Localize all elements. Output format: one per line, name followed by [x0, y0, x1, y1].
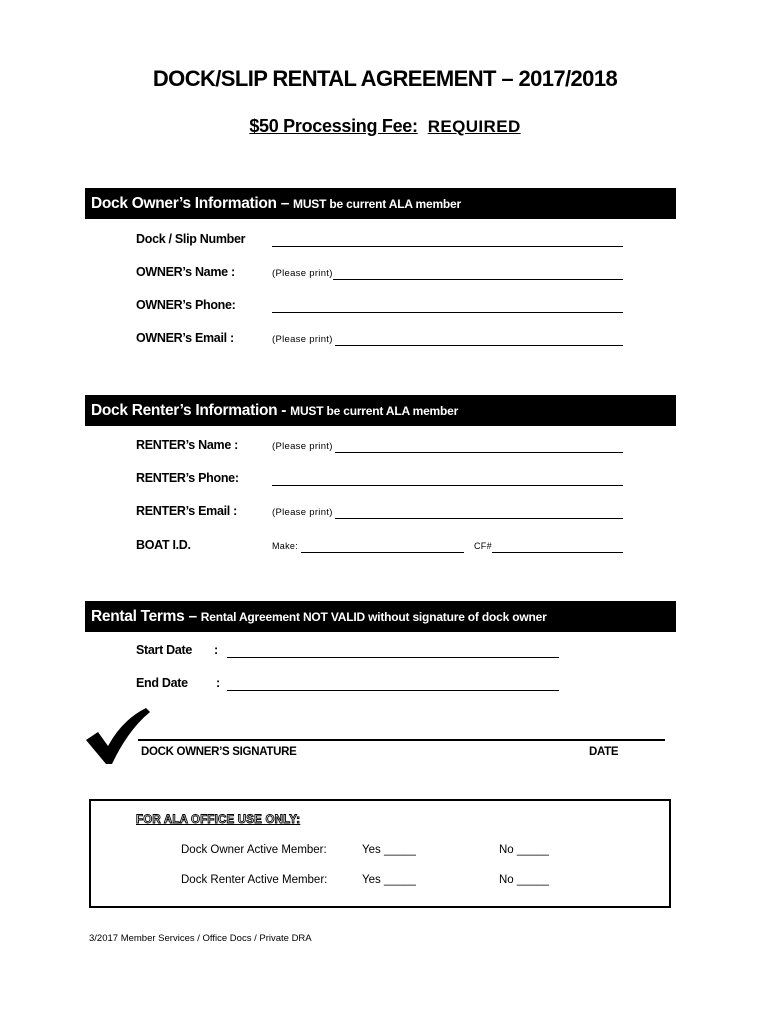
- fee-label: $50 Processing Fee:: [249, 116, 418, 136]
- owner-phone-line[interactable]: [272, 312, 623, 313]
- owner-signature-line[interactable]: [138, 739, 665, 741]
- owner-name-prompt: (Please print): [272, 268, 333, 279]
- owner-active-member-label: Dock Owner Active Member:: [181, 844, 327, 856]
- dock-slip-number-line[interactable]: [272, 246, 623, 247]
- boat-cf-line[interactable]: [492, 552, 623, 553]
- renter-section-header: [85, 395, 676, 426]
- start-date-line[interactable]: [227, 657, 559, 658]
- signature-date-label: DATE: [589, 746, 619, 758]
- end-date-field: [136, 676, 626, 694]
- boat-make-label: Make:: [272, 541, 299, 551]
- boat-cf-label: CF#: [474, 541, 492, 551]
- renter-active-no[interactable]: No _____: [499, 874, 549, 886]
- owner-section-title: Dock Owner’s Information –: [91, 194, 290, 212]
- footer-reference: 3/2017 Member Services / Office Docs / Private DRA: [89, 933, 312, 944]
- renter-email-prompt: (Please print): [272, 507, 333, 518]
- renter-email-line[interactable]: [335, 518, 623, 519]
- end-date-colon: :: [216, 676, 220, 690]
- owner-email-prompt: (Please print): [272, 334, 333, 345]
- renter-name-line[interactable]: [335, 452, 623, 453]
- renter-email-label: RENTER’s Email :: [136, 504, 238, 518]
- owner-active-yes[interactable]: Yes _____: [362, 844, 416, 856]
- terms-section-note: Rental Agreement NOT VALID without signature of dock owner: [200, 609, 547, 624]
- start-date-colon: :: [214, 643, 218, 657]
- renter-phone-label: RENTER’s Phone:: [136, 471, 239, 485]
- renter-active-member-label: Dock Renter Active Member:: [181, 874, 328, 886]
- end-date-label: End Date: [136, 676, 188, 690]
- dock-slip-number-field: [136, 232, 626, 250]
- owner-section-note: MUST be current ALA member: [293, 196, 461, 211]
- terms-section-header: [85, 601, 676, 632]
- owner-active-no[interactable]: No _____: [499, 844, 549, 856]
- owner-name-label: OWNER’s Name :: [136, 265, 235, 279]
- dock-slip-number-label: Dock / Slip Number: [136, 232, 246, 246]
- owner-email-label: OWNER’s Email :: [136, 331, 234, 345]
- checkmark-icon: [84, 706, 152, 768]
- renter-name-prompt: (Please print): [272, 441, 333, 452]
- renter-section-note: MUST be current ALA member: [290, 403, 459, 418]
- start-date-field: [136, 643, 626, 661]
- boat-id-label: BOAT I.D.: [136, 538, 191, 552]
- owner-name-line[interactable]: [333, 279, 623, 280]
- renter-name-label: RENTER’s Name :: [136, 438, 239, 452]
- owner-email-field: [136, 331, 626, 349]
- owner-phone-field: [136, 298, 626, 316]
- page-title: DOCK/SLIP RENTAL AGREEMENT – 2017/2018: [152, 66, 618, 91]
- renter-active-yes[interactable]: Yes _____: [362, 874, 416, 886]
- processing-fee: [0, 116, 770, 137]
- renter-email-field: [136, 504, 626, 522]
- renter-name-field: [136, 438, 626, 456]
- owner-email-line[interactable]: [335, 345, 623, 346]
- renter-section-title: Dock Renter’s Information -: [91, 401, 287, 419]
- renter-phone-field: [136, 471, 626, 489]
- boat-make-line[interactable]: [301, 552, 464, 553]
- owner-section-header: [85, 188, 676, 219]
- owner-signature-label: DOCK OWNER’S SIGNATURE: [141, 746, 297, 758]
- renter-phone-line[interactable]: [272, 485, 623, 486]
- end-date-line[interactable]: [227, 690, 559, 691]
- owner-name-field: [136, 265, 626, 283]
- office-use-title: FOR ALA OFFICE USE ONLY:: [136, 814, 301, 826]
- fee-required: REQUIRED: [427, 117, 521, 136]
- owner-phone-label: OWNER’s Phone:: [136, 298, 236, 312]
- start-date-label: Start Date: [136, 643, 193, 657]
- terms-section-title: Rental Terms –: [91, 607, 197, 625]
- boat-id-field: [136, 538, 626, 556]
